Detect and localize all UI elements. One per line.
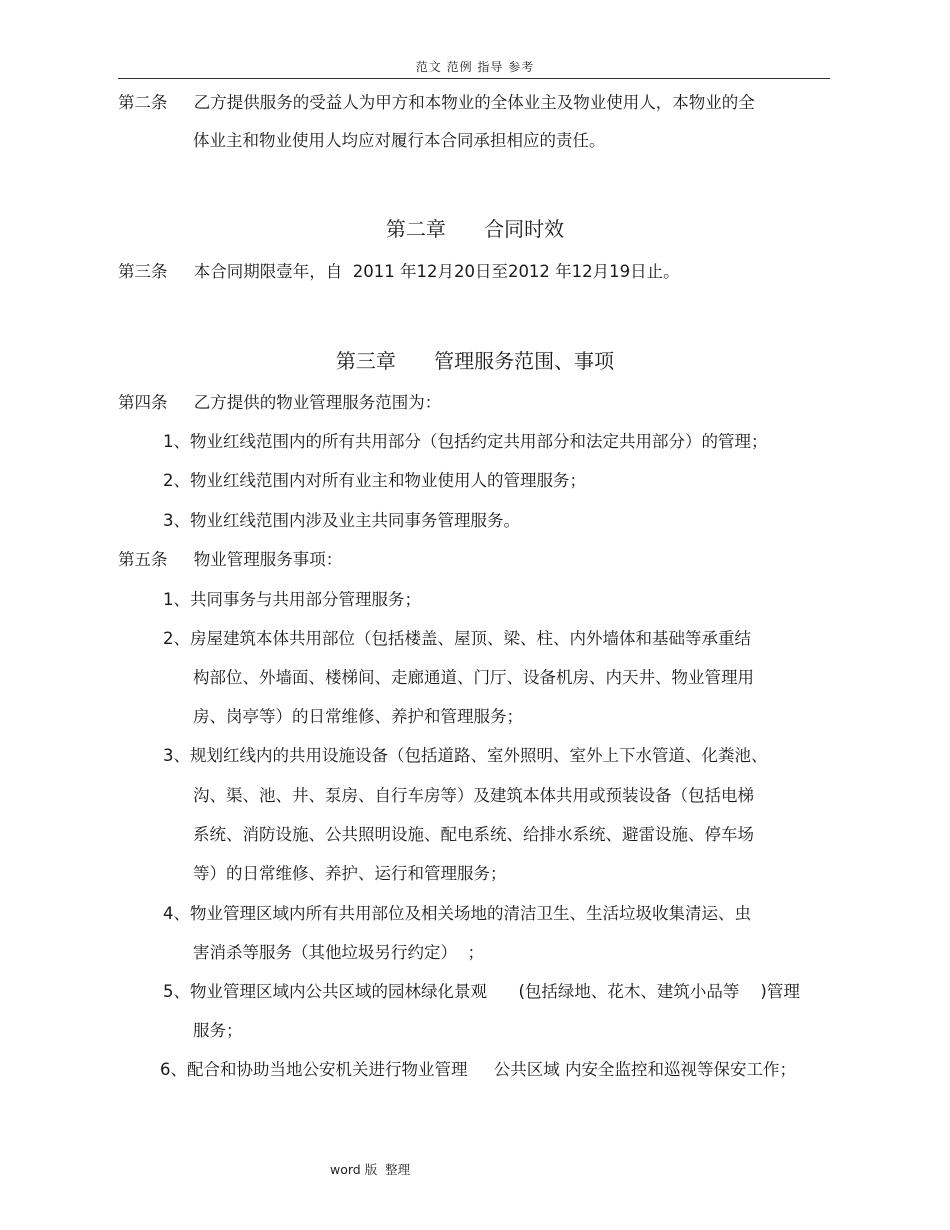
- article-5-item-3-line-3: 系统、消防设施、公共照明设施、配电系统、给排水系统、避雷设施、停车场: [193, 825, 754, 844]
- article-4-item-1: 1、物业红线范围内的所有共用部分（包括约定共用部分和法定共用部分）的管理；: [163, 432, 768, 451]
- page-header: 范文 范例 指导 参考: [415, 60, 535, 74]
- chapter-2-heading: 第二章 合同时效: [385, 217, 565, 241]
- article-4-title: 第四条 乙方提供的物业管理服务范围为：: [118, 393, 442, 412]
- article-4-item-2: 2、物业红线范围内对所有业主和物业使用人的管理服务；: [163, 471, 586, 490]
- article-5-item-2-line-1: 2、房屋建筑本体共用部位（包括楼盖、屋顶、梁、柱、内外墙体和基础等承重结: [163, 629, 751, 648]
- article-5-item-2-line-3: 房、岗亭等）的日常维修、养护和管理服务；: [193, 707, 523, 726]
- article-5-item-3-line-4: 等）的日常维修、养护、运行和管理服务；: [193, 864, 507, 883]
- article-5-title: 第五条 物业管理服务事项：: [118, 550, 343, 569]
- article-5-item-4-line-2: 害消杀等服务（其他垃圾另行约定） ；: [193, 943, 484, 962]
- article-5-item-3-line-2: 沟、渠、池、井、泵房、自行车房等）及建筑本体共用或预装设备（包括电梯: [193, 786, 754, 805]
- article-5-item-4-line-1: 4、物业管理区域内所有共用部位及相关场地的清洁卫生、生活垃圾收集清运、虫: [163, 904, 751, 923]
- article-5-item-3-line-1: 3、规划红线内的共用设施设备（包括道路、室外照明、室外上下水管道、化粪池、: [163, 746, 768, 765]
- article-5-item-2-line-2: 构部位、外墙面、楼梯间、走廊通道、门厅、设备机房、内天井、物业管理用: [193, 668, 754, 687]
- article-2-line-1: 第二条 乙方提供服务的受益人为甲方和本物业的全体业主及物业使用人，本物业的全: [118, 93, 755, 112]
- article-2-line-2: 体业主和物业使用人均应对履行本合同承担相应的责任。: [193, 131, 606, 150]
- article-5-item-1: 1、共同事务与共用部分管理服务；: [163, 590, 421, 609]
- article-3: 第三条 本合同期限壹年，自 2011 年12月20日至2012 年12月19日止。: [118, 262, 680, 281]
- article-5-item-5-line-1: 5、物业管理区域内公共区域的园林绿化景观 (包括绿地、花木、建筑小品等 )管理: [163, 982, 800, 1001]
- article-5-item-6: 6、配合和协助当地公安机关进行物业管理 公共区域 内安全监控和巡视等保安工作；: [160, 1060, 796, 1079]
- article-5-item-5-line-2: 服务；: [193, 1021, 243, 1040]
- article-4-item-3: 3、物业红线范围内涉及业主共同事务管理服务。: [163, 511, 520, 530]
- page-footer: word 版 整理: [330, 1162, 411, 1177]
- chapter-3-heading: 第三章 管理服务范围、事项: [335, 349, 615, 373]
- header-divider: [118, 78, 830, 79]
